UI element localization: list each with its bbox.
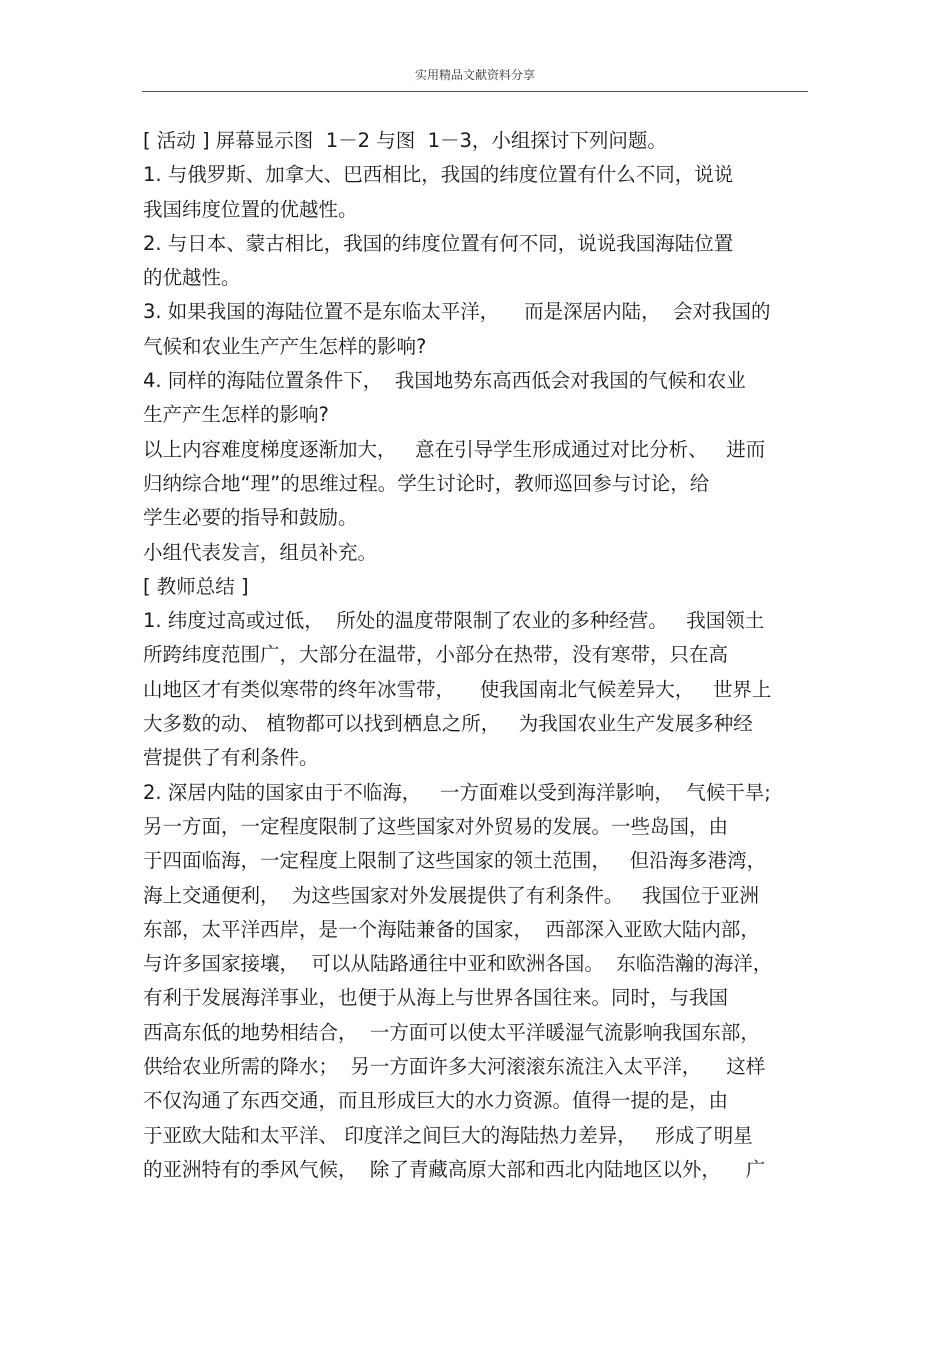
text-line: 学生必要的指导和鼓励。 [143,506,358,530]
page-header: 实用精品文献资料分享 [414,68,535,82]
text-line: 3. 如果我国的海陆位置不是东临太平洋， 而是深居内陆， 会对我国的 [143,300,771,324]
text-line: 山地区才有类似寒带的终年冰雪带， 使我国南北气候差异大， 世界上 [143,677,772,701]
text-line: 1. 与俄罗斯、加拿大、巴西相比，我国的纬度位置有什么不同，说说 [143,163,734,187]
text-line: 于亚欧大陆和太平洋、 印度洋之间巨大的海陆热力差异， 形成了明星 [143,1123,753,1147]
section-heading: [ 教师总结 ] [143,574,249,598]
text-line: 所跨纬度范围广，大部分在温带，小部分在热带，没有寒带，只在高 [143,643,729,667]
text-line: 4. 同样的海陆位置条件下， 我国地势东高西低会对我国的气候和农业 [143,369,746,393]
text-line: 的亚洲特有的季风气候， 除了青藏高原大部和西北内陆地区以外， 广 [143,1157,766,1181]
text-line: 于四面临海，一定程度上限制了这些国家的领土范围， 但沿海多港湾， [143,849,767,873]
text-line: 生产产生怎样的影响? [143,403,329,427]
text-line: 供给农业所需的降水； 另一方面许多大河滚滚东流注入太平洋， 这样 [143,1055,766,1079]
text-line: 大多数的动、 植物都可以找到栖息之所， 为我国农业生产发展多种经 [143,712,753,736]
text-line: 以上内容难度梯度逐渐加大， 意在引导学生形成通过对比分析、 进而 [143,437,766,461]
text-line: 不仅沟通了东西交通，而且形成巨大的水力资源。值得一提的是，由 [143,1089,729,1113]
text-line: 我国纬度位置的优越性。 [143,197,358,221]
text-line: [ 活动 ] 屏幕显示图 1－2 与图 1－3，小组探讨下列问题。 [143,129,667,152]
text-line: 营提供了有利条件。 [143,746,319,770]
text-line: 归纳综合地“理”的思维过程。学生讨论时，教师巡回参与讨论，给 [143,471,710,495]
text-line: 的优越性。 [143,266,241,290]
text-line: 有利于发展海洋事业，也便于从海上与世界各国往来。同时，与我国 [143,986,729,1010]
document-body [143,124,808,1187]
text-line: 气候和农业生产产生怎样的影响? [143,334,427,358]
text-line: 2. 深居内陆的国家由于不临海， 一方面难以受到海洋影响， 气候干旱; [143,780,771,804]
text-line: 西高东低的地势相结合， 一方面可以使太平洋暖湿气流影响我国东部， [143,1020,760,1044]
text-line: 另一方面，一定程度限制了这些国家对外贸易的发展。一些岛国，由 [143,814,729,838]
header-divider [142,91,808,92]
text-line: 2. 与日本、蒙古相比，我国的纬度位置有何不同，说说我国海陆位置 [143,231,734,255]
text-line: 小组代表发言，组员补充。 [143,540,378,564]
text-line: 1. 纬度过高或过低， 所处的温度带限制了农业的多种经营。 我国领土 [143,609,765,633]
text-line: 东部，太平洋西岸，是一个海陆兼备的国家， 西部深入亚欧大陆内部， [143,917,760,941]
text-line: 与许多国家接壤， 可以从陆路通往中亚和欧洲各国。 东临浩瀚的海洋， [143,952,773,976]
text-line: 海上交通便利， 为这些国家对外发展提供了有利条件。 我国位于亚洲 [143,883,759,907]
